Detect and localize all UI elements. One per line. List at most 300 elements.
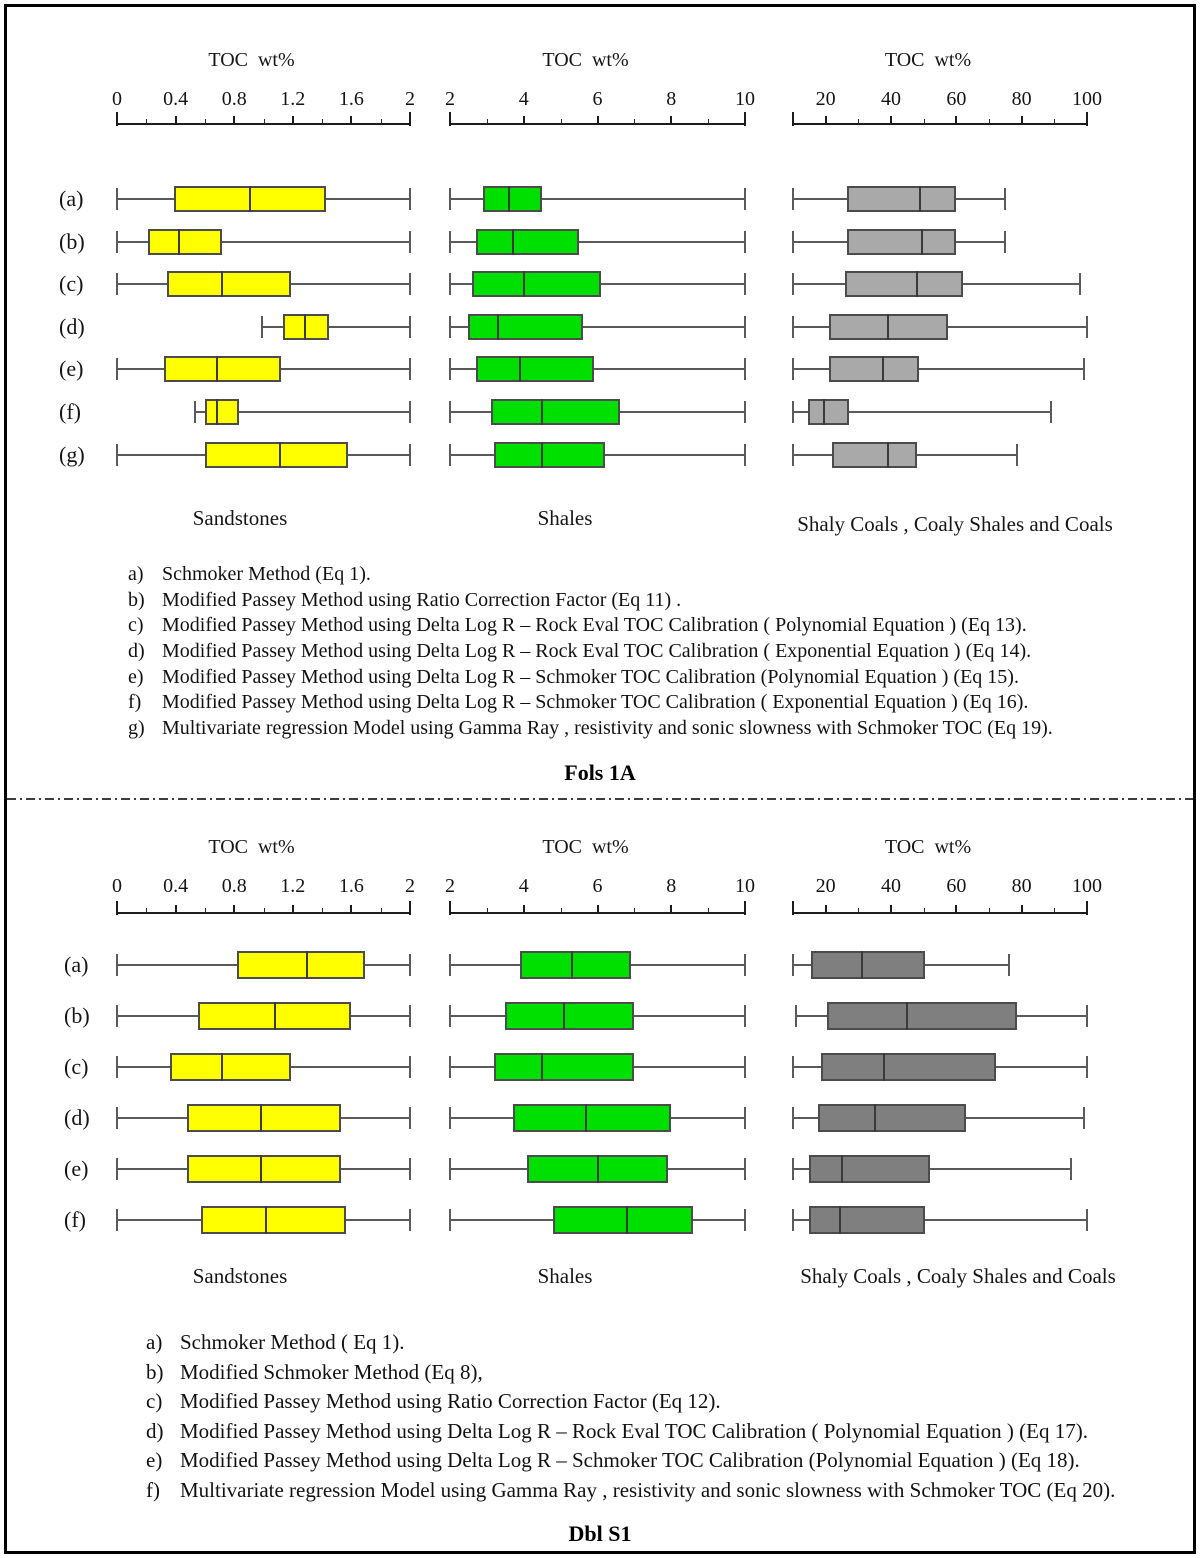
whisker-cap-high — [409, 273, 411, 295]
whisker-cap-low — [116, 1005, 118, 1027]
whisker-cap-high — [409, 188, 411, 210]
axis-tick — [292, 905, 294, 912]
whisker-cap-high — [744, 358, 746, 380]
axis-tick — [890, 116, 892, 123]
axis-tick-label: 0 — [112, 875, 122, 897]
box — [472, 271, 601, 297]
legend-item — [128, 562, 1188, 588]
box — [187, 1155, 341, 1183]
median-line — [571, 951, 573, 979]
median-line — [508, 186, 510, 212]
whisker-cap-high — [409, 1158, 411, 1180]
whisker-cap-low — [449, 316, 451, 338]
axis-tick-label: 1.6 — [338, 88, 364, 110]
axis-endcap — [792, 901, 794, 915]
box — [205, 442, 349, 468]
axis-tick-label: 8 — [666, 875, 677, 897]
whisker-cap-high — [409, 316, 411, 338]
axis-minor-tick — [322, 119, 323, 123]
row-label: (f) — [59, 399, 81, 424]
axis-minor-tick — [205, 119, 206, 123]
median-line — [260, 1104, 262, 1132]
axis-minor-tick — [924, 119, 925, 123]
median-line — [523, 271, 525, 297]
whisker-cap-high — [744, 1005, 746, 1027]
axis-tick-label: 60 — [946, 88, 967, 110]
legend-letter: g) — [128, 717, 145, 740]
axis-minor-tick — [264, 119, 265, 123]
axis-tick-label: 10 — [735, 875, 755, 897]
legend-text: Modified Passey Method using Delta Log R – Rock Eval TOC Calibration ( Polynomial Equation ) (Eq 13). — [162, 614, 1027, 637]
whisker-cap-high — [1008, 954, 1010, 976]
axis-title: TOC wt% — [884, 836, 972, 858]
whisker-cap-high — [1004, 231, 1006, 253]
axis-minor-tick — [381, 908, 382, 912]
median-line — [882, 356, 884, 382]
axis-tick — [825, 905, 827, 912]
median-line — [221, 271, 223, 297]
legend-letter: a) — [146, 1330, 163, 1354]
whisker-cap-low — [795, 1005, 797, 1027]
axis-tick — [523, 116, 525, 123]
whisker-cap-low — [792, 231, 794, 253]
median-line — [541, 442, 543, 468]
row-label: (d) — [64, 1105, 90, 1130]
axis-tick — [116, 905, 118, 912]
group-label-shales-bottom: Shales — [537, 1264, 593, 1288]
axis-minor-tick — [146, 119, 147, 123]
box — [847, 186, 956, 212]
legend-item — [146, 1387, 1200, 1417]
legend-text: Modified Passey Method using Ratio Correction Factor (Eq 12). — [180, 1389, 721, 1414]
median-line — [216, 399, 218, 425]
axis-minor-tick — [858, 908, 859, 912]
axis-tick-label: 80 — [1011, 875, 1032, 897]
median-line — [265, 1206, 267, 1234]
median-line — [178, 229, 180, 255]
median-line — [597, 1155, 599, 1183]
axis-tick — [350, 116, 352, 123]
legend-text: Modified Passey Method using Ratio Correction Factor (Eq 11) . — [162, 588, 682, 611]
legend-letter: c) — [146, 1389, 163, 1414]
median-line — [249, 186, 251, 212]
legend-item — [128, 639, 1188, 665]
whisker-cap-low — [449, 1005, 451, 1027]
legend-item — [128, 716, 1188, 742]
box — [520, 951, 631, 979]
box — [832, 442, 917, 468]
axis-endcap — [792, 112, 794, 126]
axis-minor-tick — [1054, 908, 1055, 912]
axis-tick-label: 1.2 — [280, 88, 306, 110]
median-line — [883, 1053, 885, 1081]
axis-tick — [409, 905, 411, 912]
legend-bottom — [146, 1328, 1200, 1506]
axis-title: TOC wt% — [542, 836, 629, 858]
whisker-cap-low — [116, 273, 118, 295]
whisker-cap-low — [116, 358, 118, 380]
whisker-cap-high — [409, 231, 411, 253]
box — [553, 1206, 693, 1234]
axis-tick — [670, 905, 672, 912]
axis-minor-tick — [487, 908, 488, 912]
whisker-cap-low — [449, 188, 451, 210]
panel-divider — [7, 798, 1193, 800]
whisker-cap-low — [792, 1158, 794, 1180]
axis-title: TOC wt% — [208, 49, 295, 71]
axis-tick-label: 8 — [666, 88, 677, 110]
axis-minor-tick — [487, 119, 488, 123]
legend-letter: e) — [128, 665, 144, 688]
box — [845, 271, 963, 297]
whisker-cap-low — [449, 444, 451, 466]
median-line — [563, 1002, 565, 1030]
legend-letter: b) — [146, 1359, 164, 1384]
median-line — [906, 1002, 908, 1030]
axis-tick — [670, 116, 672, 123]
group-label-coals-top: Shaly Coals , Coaly Shales and Coals — [797, 512, 1113, 536]
axis-tick-label: 4 — [518, 88, 529, 110]
median-line — [823, 399, 825, 425]
median-line — [887, 314, 889, 340]
axis-tick — [1021, 905, 1023, 912]
box — [476, 229, 579, 255]
legend-top — [128, 562, 1188, 742]
whisker-cap-high — [1083, 1107, 1085, 1129]
whisker-cap-low — [792, 401, 794, 423]
axis-tick — [825, 116, 827, 123]
axis-line — [116, 912, 411, 914]
axis-tick — [523, 905, 525, 912]
whisker-cap-high — [409, 444, 411, 466]
axis-title: TOC wt% — [208, 836, 295, 858]
axis-tick-label: 100 — [1072, 88, 1102, 110]
group-label-shales-top: Shales — [537, 506, 593, 530]
axis-tick — [449, 116, 451, 123]
legend-text: Modified Passey Method using Delta Log R – Schmoker TOC Calibration (Polynomial Equation ) (Eq 18). — [180, 1448, 1080, 1473]
median-line — [279, 442, 281, 468]
whisker-cap-high — [1086, 1005, 1088, 1027]
median-line — [541, 399, 543, 425]
axis-tick — [233, 116, 235, 123]
axis-minor-tick — [561, 119, 562, 123]
median-line — [260, 1155, 262, 1183]
box — [476, 356, 594, 382]
whisker-cap-high — [744, 444, 746, 466]
box — [491, 399, 620, 425]
axis-tick-label: 6 — [592, 88, 603, 110]
axis-line — [116, 123, 411, 125]
box — [811, 951, 925, 979]
axis-tick-label: 20 — [815, 88, 836, 110]
whisker-cap-low — [449, 358, 451, 380]
axis-minor-tick — [264, 908, 265, 912]
box — [167, 271, 292, 297]
median-line — [921, 229, 923, 255]
axis-line — [449, 912, 746, 914]
box — [818, 1104, 967, 1132]
axis-tick — [955, 905, 957, 912]
box — [187, 1104, 341, 1132]
box — [148, 229, 223, 255]
panel-title-dbl-s1: Dbl S1 — [568, 1521, 632, 1546]
row-label: (e) — [59, 356, 84, 382]
box — [164, 356, 281, 382]
axis-line — [792, 912, 1088, 914]
median-line — [626, 1206, 628, 1234]
row-label: (c) — [64, 1054, 89, 1079]
axis-tick-label: 1.2 — [280, 875, 306, 897]
axis-tick — [409, 116, 411, 123]
axis-tick — [175, 116, 177, 123]
whisker-cap-high — [1086, 316, 1088, 338]
row-label: (a) — [59, 186, 84, 211]
axis-tick — [744, 905, 746, 912]
median-line — [221, 1053, 223, 1081]
box — [829, 356, 919, 382]
legend-item — [146, 1446, 1200, 1476]
row-label: (a) — [64, 952, 89, 977]
axis-tick — [292, 116, 294, 123]
axis-tick-label: 40 — [881, 875, 901, 897]
axis-minor-tick — [205, 908, 206, 912]
legend-item — [128, 665, 1188, 691]
box — [283, 314, 330, 340]
box — [821, 1053, 996, 1081]
axis-minor-tick — [381, 119, 382, 123]
box — [809, 1206, 925, 1234]
median-line — [497, 314, 499, 340]
whisker-cap-high — [1079, 273, 1081, 295]
whisker-cap-low — [449, 1056, 451, 1078]
whisker-cap-high — [744, 1107, 746, 1129]
whisker-cap-low — [449, 1209, 451, 1231]
whisker-cap-low — [116, 231, 118, 253]
median-line — [304, 314, 306, 340]
whisker-cap-low — [792, 954, 794, 976]
legend-letter: b) — [128, 588, 145, 611]
legend-letter: c) — [128, 614, 144, 637]
whisker-cap-high — [1004, 188, 1006, 210]
whisker-cap-low — [792, 273, 794, 295]
whisker-cap-high — [744, 316, 746, 338]
whisker-cap-low — [449, 1158, 451, 1180]
axis-tick-label: 80 — [1011, 88, 1032, 110]
axis-tick-label: 2 — [445, 88, 455, 110]
median-line — [512, 229, 514, 255]
axis-tick — [116, 116, 118, 123]
axis-minor-tick — [858, 119, 859, 123]
median-line — [874, 1104, 876, 1132]
panel-title-fols-1a: Fols 1A — [564, 760, 636, 785]
whisker-cap-low — [792, 1056, 794, 1078]
whisker-cap-high — [409, 1005, 411, 1027]
whisker-cap-high — [1070, 1158, 1072, 1180]
axis-minor-tick — [989, 908, 990, 912]
whisker-cap-high — [744, 1056, 746, 1078]
whisker-cap-low — [449, 273, 451, 295]
whisker-cap-low — [116, 1056, 118, 1078]
axis-tick — [233, 905, 235, 912]
median-line — [887, 442, 889, 468]
legend-text: Modified Passey Method using Delta Log R – Rock Eval TOC Calibration ( Exponential Equation ) (Eq 14). — [162, 640, 1032, 663]
median-line — [274, 1002, 276, 1030]
axis-tick — [597, 905, 599, 912]
legend-text: Modified Passey Method using Delta Log R – Schmoker TOC Calibration ( Exponential Equation ) (Eq 16). — [162, 691, 1029, 714]
median-line — [861, 951, 863, 979]
box — [513, 1104, 672, 1132]
legend-item — [128, 690, 1188, 716]
box — [847, 229, 956, 255]
group-label-sandstones-top: Sandstones — [192, 506, 288, 530]
legend-text: Modified Passey Method using Delta Log R – Schmoker TOC Calibration (Polynomial Equation ) (Eq 15). — [162, 665, 1019, 688]
row-label: (f) — [64, 1207, 86, 1232]
axis-tick — [744, 116, 746, 123]
median-line — [919, 186, 921, 212]
whisker-cap-high — [744, 1158, 746, 1180]
legend-item — [146, 1476, 1200, 1506]
whisker-cap-high — [744, 954, 746, 976]
whisker-cap-low — [116, 1158, 118, 1180]
whisker-cap-low — [116, 1209, 118, 1231]
median-line — [841, 1155, 843, 1183]
whisker-cap-low — [194, 401, 196, 423]
axis-tick — [1021, 116, 1023, 123]
whisker-cap-high — [409, 358, 411, 380]
whisker-cap-low — [116, 188, 118, 210]
whisker-cap-low — [792, 188, 794, 210]
whisker-cap-low — [449, 401, 451, 423]
whisker-cap-low — [449, 954, 451, 976]
legend-text: Modified Schmoker Method (Eq 8), — [180, 1359, 483, 1384]
axis-tick-label: 10 — [735, 88, 755, 110]
box — [808, 399, 849, 425]
legend-letter: f) — [146, 1477, 160, 1502]
box — [809, 1155, 930, 1183]
axis-line — [792, 123, 1088, 125]
axis-minor-tick — [146, 908, 147, 912]
whisker-cap-low — [792, 316, 794, 338]
median-line — [519, 356, 521, 382]
whisker-cap-high — [409, 1056, 411, 1078]
whisker-cap-low — [792, 444, 794, 466]
axis-tick-label: 4 — [518, 875, 529, 897]
axis-minor-tick — [989, 119, 990, 123]
axis-line — [449, 123, 746, 125]
box — [483, 186, 542, 212]
row-label: (e) — [64, 1156, 89, 1181]
group-label-sandstones-bottom: Sandstones — [192, 1264, 288, 1288]
whisker-cap-low — [792, 358, 794, 380]
whisker-cap-high — [409, 1107, 411, 1129]
axis-tick-label: 2 — [405, 875, 415, 897]
legend-item — [128, 613, 1188, 639]
whisker-cap-high — [1016, 444, 1018, 466]
whisker-cap-high — [409, 954, 411, 976]
median-line — [839, 1206, 841, 1234]
box — [827, 1002, 1016, 1030]
axis-minor-tick — [561, 908, 562, 912]
axis-tick-label: 1.6 — [338, 875, 364, 897]
legend-letter: f) — [128, 691, 142, 714]
box — [201, 1206, 346, 1234]
axis-tick — [449, 905, 451, 912]
axis-title: TOC wt% — [884, 49, 972, 71]
box — [237, 951, 364, 979]
whisker-cap-high — [409, 1209, 411, 1231]
box — [505, 1002, 634, 1030]
legend-letter: d) — [146, 1418, 164, 1443]
whisker-cap-high — [744, 188, 746, 210]
axis-tick-label: 2 — [445, 875, 455, 897]
axis-tick — [175, 905, 177, 912]
axis-tick — [1086, 116, 1088, 123]
box — [468, 314, 582, 340]
axis-minor-tick — [322, 908, 323, 912]
legend-letter: d) — [128, 640, 145, 663]
whisker-cap-high — [1086, 1056, 1088, 1078]
median-line — [306, 951, 308, 979]
axis-minor-tick — [634, 119, 635, 123]
whisker-cap-low — [449, 1107, 451, 1129]
box — [494, 1053, 634, 1081]
legend-text: Schmoker Method ( Eq 1). — [180, 1330, 405, 1354]
axis-tick-label: 20 — [815, 875, 836, 897]
whisker-cap-low — [116, 1107, 118, 1129]
legend-text: Schmoker Method (Eq 1). — [162, 563, 371, 585]
legend-letter: a) — [128, 563, 144, 585]
whisker-cap-high — [1050, 401, 1052, 423]
axis-tick-label: 0.4 — [163, 88, 189, 110]
axis-tick-label: 100 — [1072, 875, 1102, 897]
whisker-cap-high — [1086, 1209, 1088, 1231]
axis-tick-label: 2 — [405, 88, 415, 110]
box — [494, 442, 605, 468]
axis-tick-label: 40 — [881, 88, 901, 110]
whisker-cap-high — [1083, 358, 1085, 380]
row-label: (b) — [64, 1003, 90, 1028]
legend-text: Multivariate regression Model using Gamma Ray , resistivity and sonic slowness with Schmoker TOC (Eq 20). — [180, 1477, 1116, 1502]
median-line — [585, 1104, 587, 1132]
median-line — [916, 271, 918, 297]
axis-minor-tick — [708, 119, 709, 123]
whisker-cap-low — [116, 954, 118, 976]
axis-tick-label: 0.8 — [221, 88, 247, 110]
axis-tick — [890, 905, 892, 912]
axis-minor-tick — [634, 908, 635, 912]
median-line — [541, 1053, 543, 1081]
row-label: (c) — [59, 271, 84, 297]
axis-tick-label: 6 — [592, 875, 603, 897]
axis-minor-tick — [708, 908, 709, 912]
axis-tick-label: 60 — [946, 875, 967, 897]
legend-letter: e) — [146, 1448, 163, 1473]
median-line — [216, 356, 218, 382]
axis-minor-tick — [924, 908, 925, 912]
axis-tick — [350, 905, 352, 912]
whisker-cap-high — [744, 231, 746, 253]
box — [170, 1053, 292, 1081]
axis-title: TOC wt% — [542, 49, 629, 71]
legend-item — [128, 588, 1188, 614]
row-label: (g) — [59, 441, 85, 467]
whisker-cap-low — [792, 1107, 794, 1129]
whisker-cap-high — [744, 1209, 746, 1231]
group-label-coals-bottom: Shaly Coals , Coaly Shales and Coals — [800, 1264, 1116, 1288]
whisker-cap-low — [449, 231, 451, 253]
axis-tick — [1086, 905, 1088, 912]
axis-tick — [597, 116, 599, 123]
